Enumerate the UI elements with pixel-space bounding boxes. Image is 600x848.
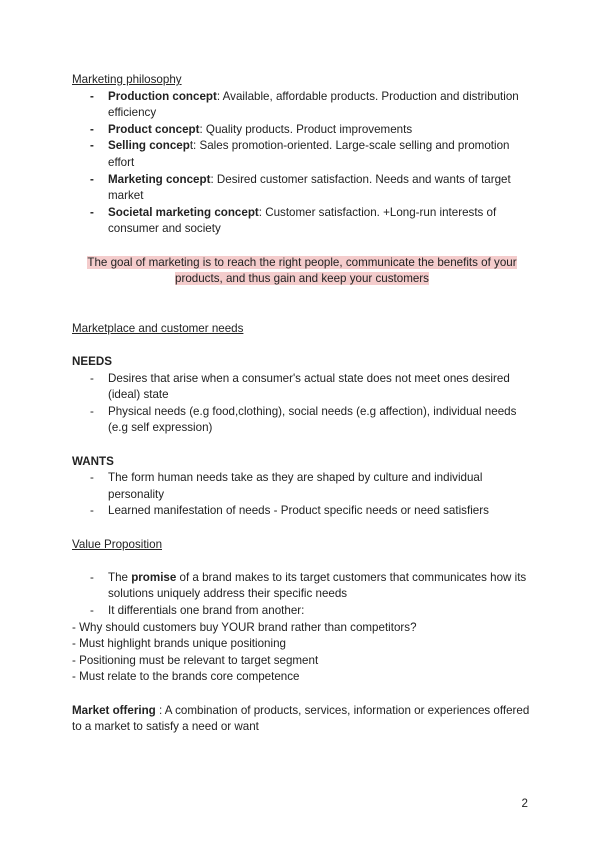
concept-text: : Customer satisfaction. +Long-run interests of consumer and society — [108, 205, 497, 236]
needs-list — [72, 371, 532, 437]
marketplace-heading: Marketplace and customer needs — [72, 321, 244, 335]
concept-text: : Available, affordable products. Production and distribution efficiency — [108, 89, 519, 120]
list-item: - Learned manifestation of needs - Product specific needs or need satisfiers — [72, 503, 532, 520]
offering-text: : A combination of products, services, information or experiences offered to a market to satisfy a need or want — [72, 703, 530, 734]
value-promise: promise — [131, 570, 177, 584]
value-pre: The — [108, 570, 132, 584]
concept-term: Product concept — [108, 122, 200, 136]
list-item — [72, 205, 532, 238]
offering-term: Market offering — [72, 703, 156, 717]
goal-highlight — [72, 255, 532, 288]
document-page — [72, 72, 532, 736]
philosophy-heading: Marketing philosophy — [72, 73, 182, 86]
goal-text: The goal of marketing is to reach the right people, communicate the benefits of your products, and thus gain and keep your customers — [87, 255, 517, 286]
list-item: - Physical needs (e.g food,clothing), social needs (e.g affection), individual needs (e.g self expression) — [72, 404, 532, 437]
concept-term: Production concept — [108, 89, 217, 103]
wants-title: WANTS — [72, 454, 114, 468]
list-item — [72, 172, 532, 205]
concept-text: : Quality products. Product improvements — [199, 122, 413, 136]
value-list — [72, 570, 532, 620]
value-line: - Must relate to the brands core competence — [72, 670, 300, 684]
concept-text: t: Sales promotion-oriented. Large-scale selling and promotion effort — [108, 139, 510, 169]
concept-term: Marketing concept — [108, 172, 211, 186]
concept-term: Societal marketing concept — [108, 205, 259, 219]
needs-title: NEEDS — [72, 355, 112, 369]
list-item — [72, 122, 532, 139]
wants-list — [72, 470, 532, 520]
concept-text: : Desired customer satisfaction. Needs and wants of target market — [108, 172, 511, 203]
concept-term: Selling concep — [108, 139, 190, 153]
list-item: - The form human needs take as they are shaped by culture and individual personality — [72, 470, 532, 503]
market-offering — [72, 703, 532, 736]
list-item — [72, 138, 532, 171]
philosophy-list — [72, 89, 532, 238]
value-line: - Why should customers buy YOUR brand rather than competitors? — [72, 620, 417, 634]
list-item — [72, 570, 532, 603]
page-number: 2 — [521, 797, 528, 810]
value-heading: Value Proposition — [72, 537, 163, 551]
list-item — [72, 89, 532, 122]
list-item: - It differentials one brand from another: — [72, 603, 532, 620]
list-item: - Desires that arise when a consumer's actual state does not meet ones desired (ideal) state — [72, 371, 532, 404]
value-post: of a brand makes to its target customers that communicates how its solutions uniquely address their specific needs — [108, 570, 527, 601]
value-line: - Positioning must be relevant to target segment — [72, 653, 319, 667]
value-line: - Must highlight brands unique positioning — [72, 637, 286, 651]
